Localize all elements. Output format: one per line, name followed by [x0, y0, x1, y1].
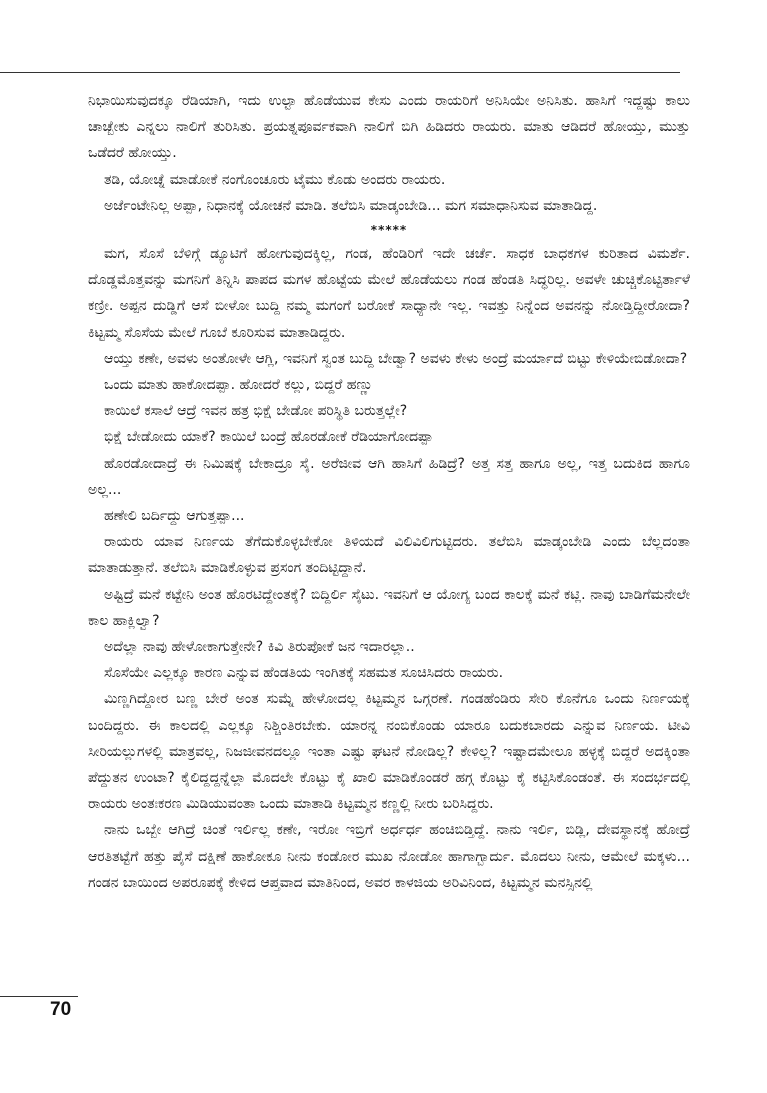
paragraph: ಹಣೇಲಿ ಬರ್ದಿದ್ದು ಆಗುತ್ತಪ್ಪಾ... [104, 508, 245, 525]
section-separator: ***** [370, 223, 408, 238]
paragraph: ರಾಯರು ಯಾವ ನಿರ್ಣಯ ತೆಗೆದುಕೊಳ್ಳಬೇಕೋ ತಿಳಿಯದೆ ವಿಲಿವಿಲಿಗುಟ್ಟಿದರು. ತಲೆಬಿಸಿ ಮಾಡ್ಕಂಬೇಡಿ ಎಂದು ಬೆಲ್ಲದಂತಾ ಮಾತಾಡುತ್ತಾನೆ. ತಲೆಬಿಸಿ ಮಾಡಿಕೊಳ್ಳುವ ಪ್ರಸಂಗ ತಂದಿಟ್ಟಿದ್ದಾನೆ. [88, 534, 690, 577]
paragraph: ನಿಭಾಯಿಸುವುದಕ್ಕೂ ರೆಡಿಯಾಗಿ, ಇದು ಉಲ್ಟಾ ಹೊಡೆಯುವ ಕೇಸು ಎಂದು ರಾಯರಿಗೆ ಅನಿಸಿಯೇ ಅನಿಸಿತು. ಹಾಸಿಗೆ ಇದ್ದಷ್ಟು ಕಾಲು ಚಾಚ್ಬೇಕು ಎನ್ನಲು ನಾಲಿಗೆ ತುರಿಸಿತು. ಪ್ರಯತ್ನಪೂರ್ವಕವಾಗಿ ನಾಲಿಗೆ ಬಿಗಿ ಹಿಡಿದರು ರಾಯರು. ಮಾತು ಆಡಿದರೆ ಹೋಯ್ತು, ಮುತ್ತು ಒಡೆದರೆ ಹೋಯ್ತು. [88, 93, 690, 162]
paragraph: ಆಯ್ತು ಕಣೇ, ಅವಳು ಅಂತೋಳೇ ಆಗ್ಲಿ, ಇವನಿಗೆ ಸ್ವಂತ ಬುದ್ದಿ ಬೇಡ್ವಾ? ಅವಳು ಕೇಳು ಅಂದ್ರೆ ಮರ್ಯಾದೆ ಬಿಟ್ಟು ಕೇಳಿಯೇಬಿಡೋದಾ? [104, 350, 688, 367]
paragraph: ಹೊರಡೋದಾದ್ರೆ ಈ ನಿಮಿಷಕ್ಕೆ ಬೇಕಾದ್ರೂ ಸೈ. ಅರೆಜೀವ ಆಗಿ ಹಾಸಿಗೆ ಹಿಡಿದ್ರೆ? ಅತ್ತ ಸತ್ತ ಹಾಗೂ ಅಲ್ಲ, ಇತ್ತ ಬದುಕಿದ ಹಾಗೂ ಅಲ್ಲ... [88, 455, 690, 498]
body-text [88, 88, 690, 896]
paragraph: ಸೊಸೆಯೇ ಎಲ್ಲಕ್ಕೂ ಕಾರಣ ಎನ್ನುವ ಹೆಂಡತಿಯ ಇಂಗಿತಕ್ಕೆ ಸಹಮತ ಸೂಚಿಸಿದರು ರಾಯರು. [104, 665, 504, 682]
paragraph: ಅದೆಲ್ಲಾ ನಾವು ಹೇಳೋಕಾಗುತ್ತೇನೇ? ಕಿವಿ ತಿರುಪೋಕೆ ಜನ ಇದಾರಲ್ಲಾ.. [104, 639, 415, 656]
paragraph: ಅರ್ಜೆಂಟೇನಿಲ್ಲ ಅಪ್ಪಾ, ನಿಧಾನಕ್ಕೆ ಯೋಚನೆ ಮಾಡಿ. ತಲೆಬಿಸಿ ಮಾಡ್ಕಂಬೇಡಿ... ಮಗ ಸಮಾಧಾನಿಸುವ ಮಾತಾಡಿದ್ದ. [104, 197, 598, 214]
paragraph: ಮಗ, ಸೊಸೆ ಬೆಳಿಗ್ಗೆ ಡ್ಯೂಟಿಗೆ ಹೋಗುವುದಕ್ಕಿಲ್ಲ, ಗಂಡ, ಹೆಂಡಿರಿಗೆ ಇದೇ ಚರ್ಚೆ. ಸಾಧಕ ಬಾಧಕಗಳ ಕುರಿತಾದ ವಿಮರ್ಶೆ. ದೊಡ್ಡಮೊತ್ತವನ್ನು ಮಗನಿಗೆ ತಿನ್ನಿಸಿ ಪಾಪದ ಮಗಳ ಹೊಟ್ಟೆಯ ಮೇಲೆ ಹೊಡೆಯಲು ಗಂಡ ಹೆಂಡತಿ ಸಿದ್ಧರಿಲ್ಲ. ಅವಳೇ ಚುಚ್ಚಿಕೊಟ್ಟಿರ್ತಾಳೆ ಕಣ್ರೀ. ಅಪ್ಪನ ದುಡ್ಡಿಗೆ ಆಸೆ ಬೀಳೋ ಬುದ್ದಿ ನಮ್ಮ ಮಗಂಗೆ ಬರೋಕೆ ಸಾಧ್ಯಾನೇ ಇಲ್ಲ. ಇವತ್ತು ನಿನ್ನೆಂದ ಅವನನ್ನು ನೋಡ್ತಿದ್ದೀರೋದಾ? ಕಿಟ್ಟಮ್ಮ ಸೊಸೆಯ ಮೇಲೆ ಗೂಬೆ ಕೂರಿಸುವ ಮಾತಾಡಿದ್ದರು. [88, 246, 690, 341]
paragraph: ಕಾಯಿಲೆ ಕಸಾಲೆ ಆದ್ರೆ ಇವನ ಹತ್ರ ಭಿಕ್ಷೆ ಬೇಡೋ ಪರಿಸ್ಥಿತಿ ಬರುತ್ತಲ್ಲೇ? [104, 403, 408, 420]
paragraph: ಭಿಕ್ಷೆ ಬೇಡೋದು ಯಾಕೆ? ಕಾಯಿಲೆ ಬಂದ್ರೆ ಹೊರಡೋಕೆ ರೆಡಿಯಾಗೋದಪ್ಪಾ [104, 429, 434, 446]
paragraph: ಅಷ್ಟಿದ್ರೆ ಮನೆ ಕಟ್ಟೇನಿ ಅಂತ ಹೊರಟಿದ್ದೇಂತಕ್ಕೆ? ಬಿದ್ದಿರ್ಲಿ ಸೈಟು. ಇವನಿಗೆ ಆ ಯೋಗ್ಯ ಬಂದ ಕಾಲಕ್ಕೆ ಮನೆ ಕಟ್ಲಿ. ನಾವು ಬಾಡಿಗೆಮನೇಲೇ ಕಾಲ ಹಾಕ್ಲಿಲ್ವಾ? [88, 586, 690, 629]
paragraph: ತಡಿ, ಯೋಚ್ನೆ ಮಾಡೋಕೆ ನಂಗೊಂಚೂರು ಟೈಮು ಕೊಡು ಅಂದರು ರಾಯರು. [104, 171, 446, 188]
paragraph: ಮಿಣ್ಣಗಿದ್ದೋರ ಬಣ್ಣ ಬೇರೆ ಅಂತ ಸುಮ್ನೆ ಹೇಳೋದಲ್ಲ ಕಿಟ್ಟಮ್ಮನ ಒಗ್ಗರಣೆ. ಗಂಡಹೆಂಡಿರು ಸೇರಿ ಕೊನೆಗೂ ಒಂದು ನಿರ್ಣಯಕ್ಕೆ ಬಂದಿದ್ದರು. ಈ ಕಾಲದಲ್ಲಿ ಎಲ್ಲಕ್ಕೂ ನಿಶ್ಚಿಂತಿರಬೇಕು. ಯಾರನ್ನ ನಂಬಿಕೊಂಡು ಯಾರೂ ಬದುಕಬಾರದು ಎನ್ನುವ ನಿರ್ಣಯ. ಟೀವಿ ಸೀರಿಯಲ್ಲುಗಳಲ್ಲಿ ಮಾತ್ರವಲ್ಲ, ನಿಜಜೀವನದಲ್ಲೂ ಇಂತಾ ಎಷ್ಟು ಘಟನೆ ನೋಡಿಲ್ಲ? ಕೇಳಿಲ್ಲ? ಇಷ್ಟಾದಮೇಲೂ ಹಳ್ಳಕ್ಕೆ ಬಿದ್ದರೆ ಅದಕ್ಕಿಂತಾ ಪೆದ್ದುತನ ಉಂಟಾ? ಕೈಲಿದ್ದದ್ದನ್ನೆಲ್ಲಾ ಮೊದಲೇ ಕೊಟ್ಟು ಕೈ ಖಾಲಿ ಮಾಡಿಕೊಂಡರೆ ಹಗ್ಗ ಕೊಟ್ಟು ಕೈ ಕಟ್ಟಿಸಿಕೊಂಡಂತೆ. ಈ ಸಂದರ್ಭದಲ್ಲಿ ರಾಯರು ಅಂತಃಕರಣ ಮಿಡಿಯುವಂತಾ ಒಂದು ಮಾತಾಡಿ ಕಿಟ್ಟಮ್ಮನ ಕಣ್ಣಲ್ಲಿ ನೀರು ಬರಿಸಿದ್ದರು. [88, 691, 690, 813]
page-number: 70 [50, 999, 72, 1020]
paragraph: ಒಂದು ಮಾತು ಹಾಕೋದಪ್ಪಾ. ಹೋದರೆ ಕಲ್ಲು, ಬಿದ್ದರೆ ಹಣ್ಣು [104, 377, 373, 394]
footer-rule [0, 996, 78, 997]
header-rule [0, 72, 680, 73]
paragraph: ನಾನು ಒಬ್ಬೇ ಆಗಿದ್ರೆ ಚಿಂತೆ ಇರ್ಲಿಲ್ಲ ಕಣೇ, ಇರೋ ಇಬ್ರಿಗೆ ಅರ್ಧರ್ಧ ಹಂಚಿಬಿಡ್ತಿದ್ದೆ. ನಾನು ಇರ್ಲಿ, ಬಿಡ್ಲಿ, ದೇವಸ್ಥಾನಕ್ಕೆ ಹೋದ್ರೆ ಆರತಿತಟ್ಟೆಗೆ ಹತ್ತು ಪೈಸೆ ದಕ್ಷಿಣೆ ಹಾಕೋಕೂ ನೀನು ಕಂಡೋರ ಮುಖ ನೋಡೋ ಹಾಗಾಗ್ಬಾರ್ದು. ಮೊದಲು ನೀನು, ಆಮೇಲೆ ಮಕ್ಕಳು... ಗಂಡನ ಬಾಯಿಂದ ಅಪರೂಪಕ್ಕೆ ಕೇಳಿದ ಆಪ್ತವಾದ ಮಾತಿನಿಂದ, ಅವರ ಕಾಳಜಿಯ ಅರಿವಿನಿಂದ, ಕಿಟ್ಟಮ್ಮನ ಮನಸ್ಸಿನಲ್ಲಿ [88, 822, 690, 891]
